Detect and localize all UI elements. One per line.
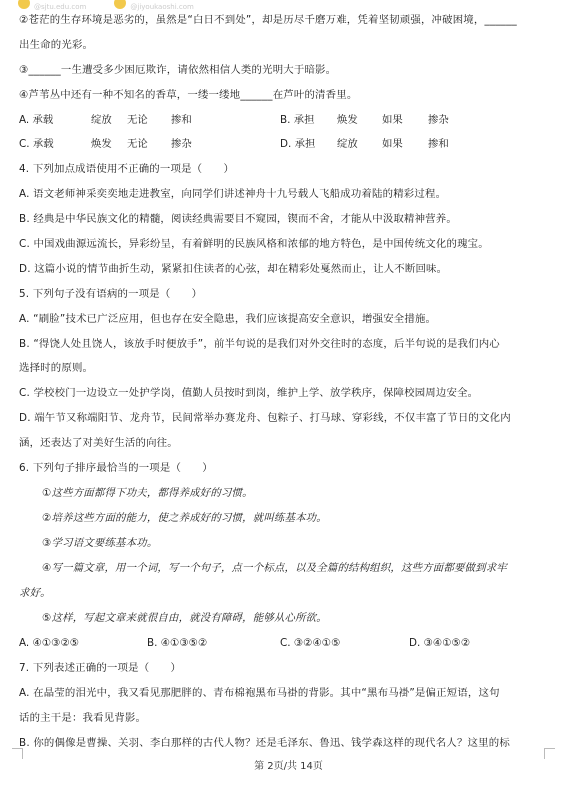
question-6-sentence-2: ②培养这些方面的能力，使之养成好的习惯，就叫练基本功。 bbox=[42, 512, 327, 524]
q3-option-d-1: D. 承担 bbox=[280, 138, 316, 150]
watermark-a: @sjtu.edu.com bbox=[18, 0, 86, 13]
passage-line-2-cont: 出生命的光彩。 bbox=[19, 39, 94, 51]
question-6-option-c: C. ③②④①⑤ bbox=[280, 637, 341, 649]
q3-option-a-4: 掺和 bbox=[171, 114, 192, 126]
question-6-option-a: A. ④①③②⑤ bbox=[19, 637, 80, 649]
question-5-option-d: D. 端午节又称端阳节、龙舟节，民间常举办赛龙舟、包粽子、打马球、穿彩线，不仅丰富了节日的文化内 bbox=[19, 412, 511, 424]
q3-option-b-1: B. 承担 bbox=[280, 114, 315, 126]
question-4-option-b: B. 经典是中华民族文化的精髓，阅读经典需要目不窥园，锲而不舍，才能从中汲取精神营养。 bbox=[19, 213, 457, 225]
q3-option-d-2: 绽放 bbox=[337, 138, 358, 150]
q3-option-c-3: 无论 bbox=[127, 138, 148, 150]
q3-option-d-4: 掺和 bbox=[428, 138, 449, 150]
q3-option-b-4: 掺杂 bbox=[428, 114, 449, 126]
header-watermarks bbox=[18, 0, 194, 13]
question-6-option-b: B. ④①③⑤② bbox=[147, 637, 208, 649]
question-5-option-d-cont: 涵，还表达了对美好生活的向往。 bbox=[19, 437, 178, 449]
question-4-stem: 4. 下列加点成语使用不正确的一项是（ ） bbox=[19, 163, 235, 175]
question-6-sentence-4-cont: 求好。 bbox=[19, 587, 51, 599]
question-6-sentence-1: ①这些方面都得下功夫，都得养成好的习惯。 bbox=[42, 487, 253, 499]
q3-option-a-2: 绽放 bbox=[91, 114, 112, 126]
passage-line-2: ②苍茫的生存环境是恶劣的，虽然是“白日不到处”，却是历尽千磨万难，凭着坚韧顽强，冲破困境，______ bbox=[19, 14, 517, 26]
q3-option-c-2: 焕发 bbox=[91, 138, 112, 150]
question-6-sentence-4: ④写一篇文章，用一个词，写一个句子，点一个标点，以及全篇的结构组织，这些方面都要做到求牢 bbox=[42, 562, 507, 574]
question-4-option-a: A. 语文老师神采奕奕地走进教室，向同学们讲述神舟十九号载人飞船成功着陆的精彩过程。 bbox=[19, 188, 447, 200]
logo-dot-icon bbox=[18, 0, 30, 9]
q3-option-b-2: 焕发 bbox=[337, 114, 358, 126]
passage-line-3: ③______一生遭受多少困厄欺诈，请依然相信人类的光明大于暗影。 bbox=[19, 64, 337, 76]
question-5-option-c: C. 学校校门一边设立一处护学岗，值勤人员按时到岗，维护上学、放学秩序，保障校园周边安全。 bbox=[19, 387, 479, 399]
question-4-option-c: C. 中国戏曲源远流长，异彩纷呈，有着鲜明的民族风格和浓郁的地方特色，是中国传统文化的瑰宝。 bbox=[19, 238, 489, 250]
q3-option-a-1: A. 承载 bbox=[19, 114, 54, 126]
question-7-option-a: A. 在晶莹的泪光中，我又看见那肥胖的、青布棉袍黑布马褂的背影。其中“黑布马褂”是偏正短语，这句 bbox=[19, 687, 500, 699]
q3-option-c-4: 掺杂 bbox=[171, 138, 192, 150]
question-6-sentence-5: ⑤这样，写起文章来就很自由，就没有障碍，能够从心所欲。 bbox=[42, 612, 327, 624]
question-7-option-a-cont: 话的主干是：我看见背影。 bbox=[19, 712, 147, 724]
question-5-stem: 5. 下列句子没有语病的一项是（ ） bbox=[19, 288, 203, 300]
passage-line-4: ④芦苇丛中还有一种不知名的香草，一缕一缕地______在芦叶的清香里。 bbox=[19, 89, 358, 101]
logo-dot-icon bbox=[114, 0, 126, 9]
watermark-b: @jiyoukaoshi.com bbox=[114, 0, 193, 13]
question-5-option-b-cont: 选择时的原则。 bbox=[19, 362, 94, 374]
question-7-option-b: B. 你的偶像是曹操、关羽、李白那样的古代人物？还是毛泽东、鲁迅、钱学森这样的现代名人？这里的标 bbox=[19, 737, 510, 749]
page-number-footer: 第 2页/共 14页 bbox=[254, 761, 323, 772]
q3-option-a-3: 无论 bbox=[127, 114, 148, 126]
question-7-stem: 7. 下列表述正确的一项是（ ） bbox=[19, 662, 182, 674]
question-6-option-d: D. ③④①⑤② bbox=[409, 637, 471, 649]
q3-option-d-3: 如果 bbox=[382, 138, 403, 150]
question-5-option-b: B. “得饶人处且饶人，该放手时便放手”，前半句说的是我们对外交往时的态度，后半句说的是我们内心 bbox=[19, 338, 500, 350]
question-5-option-a: A. “刷脸”技术已广泛应用，但也存在安全隐患，我们应该提高安全意识，增强安全措施。 bbox=[19, 313, 437, 325]
q3-option-c-1: C. 承载 bbox=[19, 138, 54, 150]
q3-option-b-3: 如果 bbox=[382, 114, 403, 126]
question-6-sentence-3: ③学习语文要练基本功。 bbox=[42, 537, 158, 549]
question-6-stem: 6. 下列句子排序最恰当的一项是（ ） bbox=[19, 462, 213, 474]
question-4-option-d: D. 这篇小说的情节曲折生动，紧紧扣住读者的心弦，却在精彩处戛然而止，让人不断回味。 bbox=[19, 263, 448, 275]
